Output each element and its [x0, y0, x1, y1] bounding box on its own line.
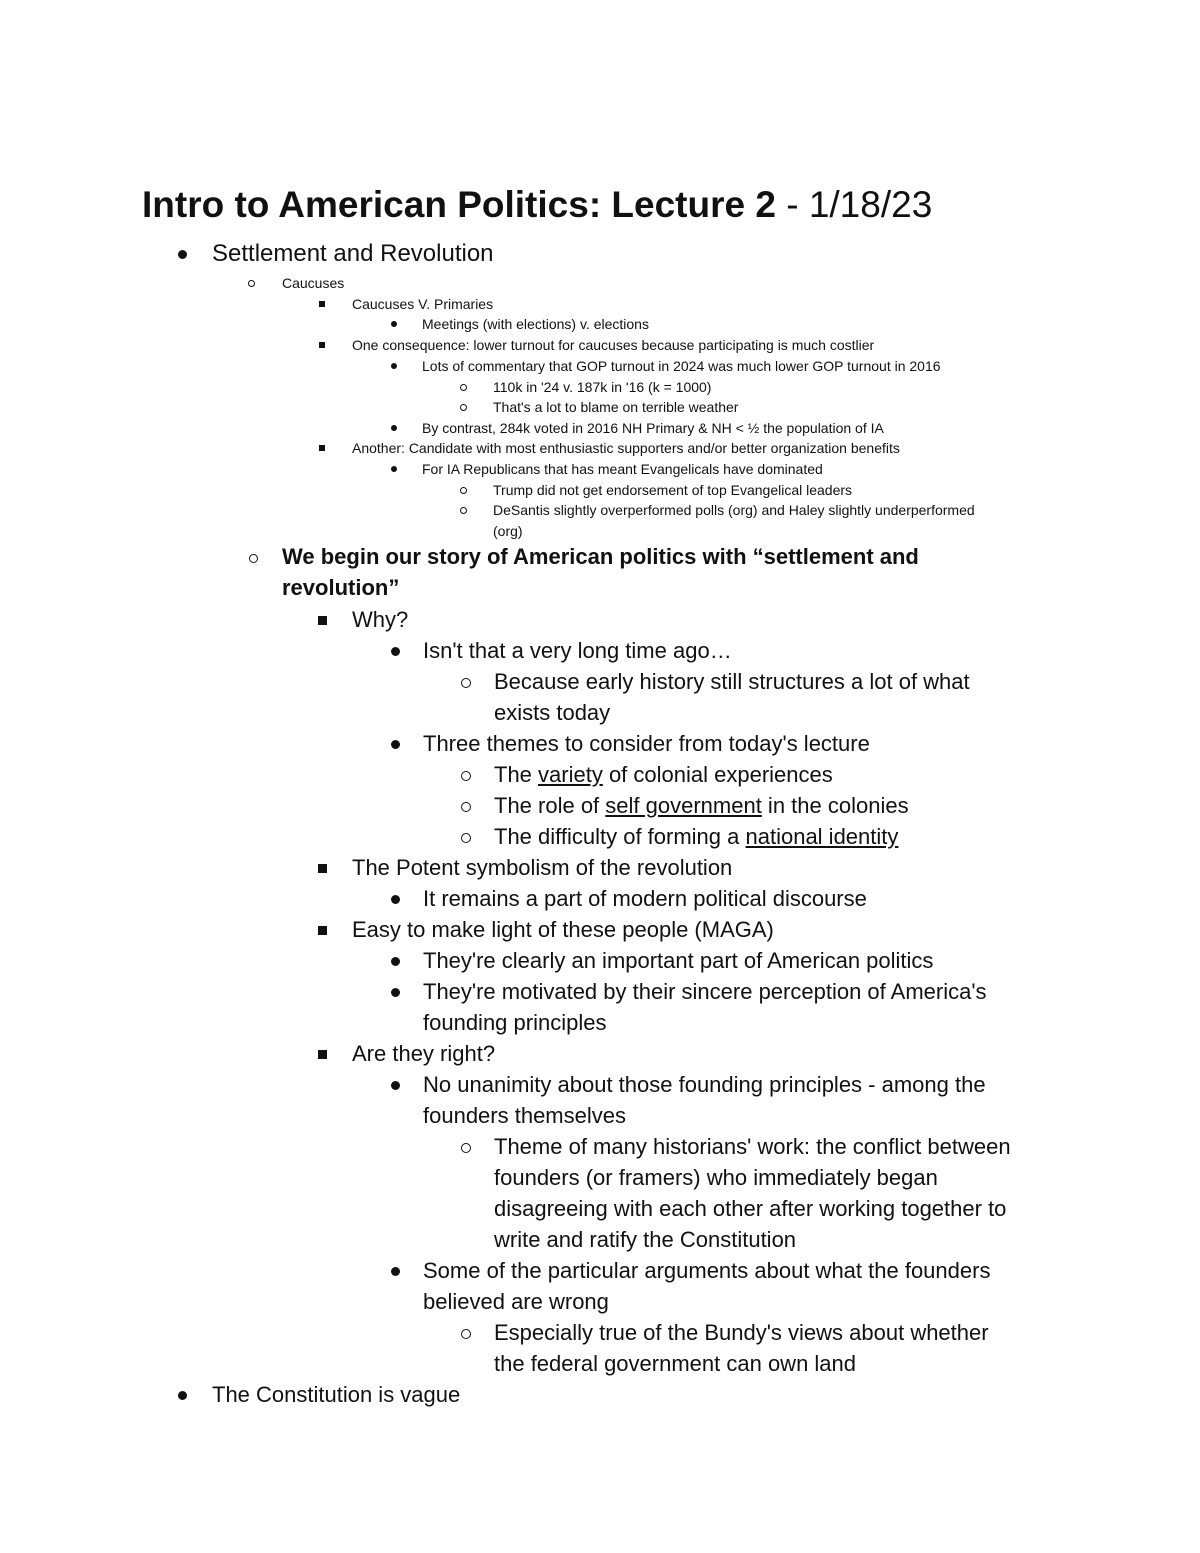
bullet-square-icon — [318, 926, 327, 935]
outline-item: Meetings (with elections) v. elections — [422, 316, 649, 332]
outline-item: DeSantis slightly overperformed polls (org) and Haley slightly underperformed — [493, 502, 975, 518]
bullet-disc-icon — [391, 363, 397, 369]
outline-item-continuation: founders themselves — [423, 1103, 626, 1128]
bullet-disc-icon — [391, 647, 400, 656]
outline-item: Some of the particular arguments about what the founders — [423, 1258, 991, 1283]
bullet-square-icon — [318, 616, 327, 625]
outline-item: Three themes to consider from today's lecture — [423, 731, 870, 756]
outline-item: No unanimity about those founding principles - among the — [423, 1072, 986, 1097]
outline-item-continuation: write and ratify the Constitution — [494, 1227, 797, 1252]
bullet-square-icon — [319, 445, 325, 451]
bullet-ring-icon — [249, 554, 258, 563]
outline-item-continuation: revolution” — [282, 575, 400, 600]
underlined-term: variety — [538, 762, 603, 787]
bullet-square-icon — [319, 301, 325, 307]
outline-item: Another: Candidate with most enthusiastic supporters and/or better organization benefits — [352, 440, 900, 456]
outline-item: Lots of commentary that GOP turnout in 2024 was much lower GOP turnout in 2016 — [422, 358, 941, 374]
outline-item: They're motivated by their sincere perception of America's — [423, 979, 987, 1004]
outline-item — [494, 790, 909, 821]
outline-item: The Potent symbolism of the revolution — [352, 855, 733, 880]
outline-item: Especially true of the Bundy's views about whether — [494, 1320, 989, 1345]
outline-item: Caucuses V. Primaries — [352, 296, 494, 312]
outline-item: They're clearly an important part of American politics — [423, 948, 934, 973]
bullet-square-icon — [318, 1050, 327, 1059]
bullet-disc-icon — [391, 425, 397, 431]
bullet-disc-icon — [391, 1081, 400, 1090]
bullet-disc-icon — [391, 321, 397, 327]
outline-item: Easy to make light of these people (MAGA) — [352, 917, 774, 942]
bullet-disc-icon — [178, 250, 187, 259]
text-run: of colonial experiences — [602, 762, 833, 787]
bullet-disc-icon — [391, 988, 400, 997]
underlined-term: self government — [605, 793, 762, 818]
bullet-ring-icon — [461, 833, 471, 843]
outline-item — [494, 759, 833, 790]
bullet-ring-icon — [460, 384, 467, 391]
bullet-disc-icon — [391, 895, 400, 904]
outline-item-continuation: believed are wrong — [423, 1289, 609, 1314]
outline-item: Trump did not get endorsement of top Evangelical leaders — [493, 482, 853, 498]
outline-item: One consequence: lower turnout for caucuses because participating is much costlier — [352, 337, 875, 353]
outline-item-continuation: founders (or framers) who immediately began — [494, 1165, 938, 1190]
outline-item: Because early history still structures a lot of what — [494, 669, 970, 694]
outline-item-continuation: exists today — [494, 700, 611, 725]
outline-item: The Constitution is vague — [212, 1382, 461, 1407]
bullet-ring-icon — [461, 802, 471, 812]
outline-item: Settlement and Revolution — [212, 240, 494, 267]
bullet-disc-icon — [391, 466, 397, 472]
bullet-disc-icon — [391, 1267, 400, 1276]
outline-item: We begin our story of American politics with “settlement and — [282, 544, 919, 569]
title-date: - 1/18/23 — [775, 184, 933, 225]
outline-item: Why? — [352, 607, 409, 632]
outline-item: That's a lot to blame on terrible weather — [493, 399, 739, 415]
bullet-square-icon — [318, 864, 327, 873]
outline-item: Are they right? — [352, 1041, 496, 1066]
bullet-ring-icon — [460, 507, 467, 514]
text-run: The — [494, 762, 539, 787]
bullet-square-icon — [319, 342, 325, 348]
outline-item: Isn't that a very long time ago… — [423, 638, 732, 663]
underlined-term: national identity — [745, 824, 899, 849]
outline-item: Caucuses — [282, 275, 345, 291]
outline-item-continuation: disagreeing with each other after working together to — [494, 1196, 1007, 1221]
outline-item: Theme of many historians' work: the conflict between — [494, 1134, 1011, 1159]
bullet-ring-icon — [460, 487, 467, 494]
bullet-ring-icon — [461, 771, 471, 781]
text-run: The role of — [494, 793, 606, 818]
outline-item — [494, 821, 898, 852]
outline-item: By contrast, 284k voted in 2016 NH Primary & NH < ½ the population of IA — [422, 420, 884, 436]
bullet-ring-icon — [460, 404, 467, 411]
text-run: in the colonies — [761, 793, 909, 818]
page-title — [142, 183, 932, 227]
text-run: The difficulty of forming a — [494, 824, 746, 849]
outline-item: For IA Republicans that has meant Evangelicals have dominated — [422, 461, 823, 477]
bullet-ring-icon — [461, 1329, 471, 1339]
title-bold: Intro to American Politics: Lecture 2 — [142, 184, 776, 225]
outline-item-continuation: founding principles — [423, 1010, 607, 1035]
outline-item: 110k in '24 v. 187k in '16 (k = 1000) — [493, 379, 712, 395]
bullet-ring-icon — [461, 678, 471, 688]
outline-item-continuation: the federal government can own land — [494, 1351, 857, 1376]
bullet-ring-icon — [248, 280, 255, 287]
bullet-disc-icon — [391, 957, 400, 966]
outline-item-continuation: (org) — [493, 523, 523, 539]
bullet-disc-icon — [178, 1391, 187, 1400]
bullet-disc-icon — [391, 740, 400, 749]
bullet-ring-icon — [461, 1143, 471, 1153]
outline-item: It remains a part of modern political discourse — [423, 886, 867, 911]
